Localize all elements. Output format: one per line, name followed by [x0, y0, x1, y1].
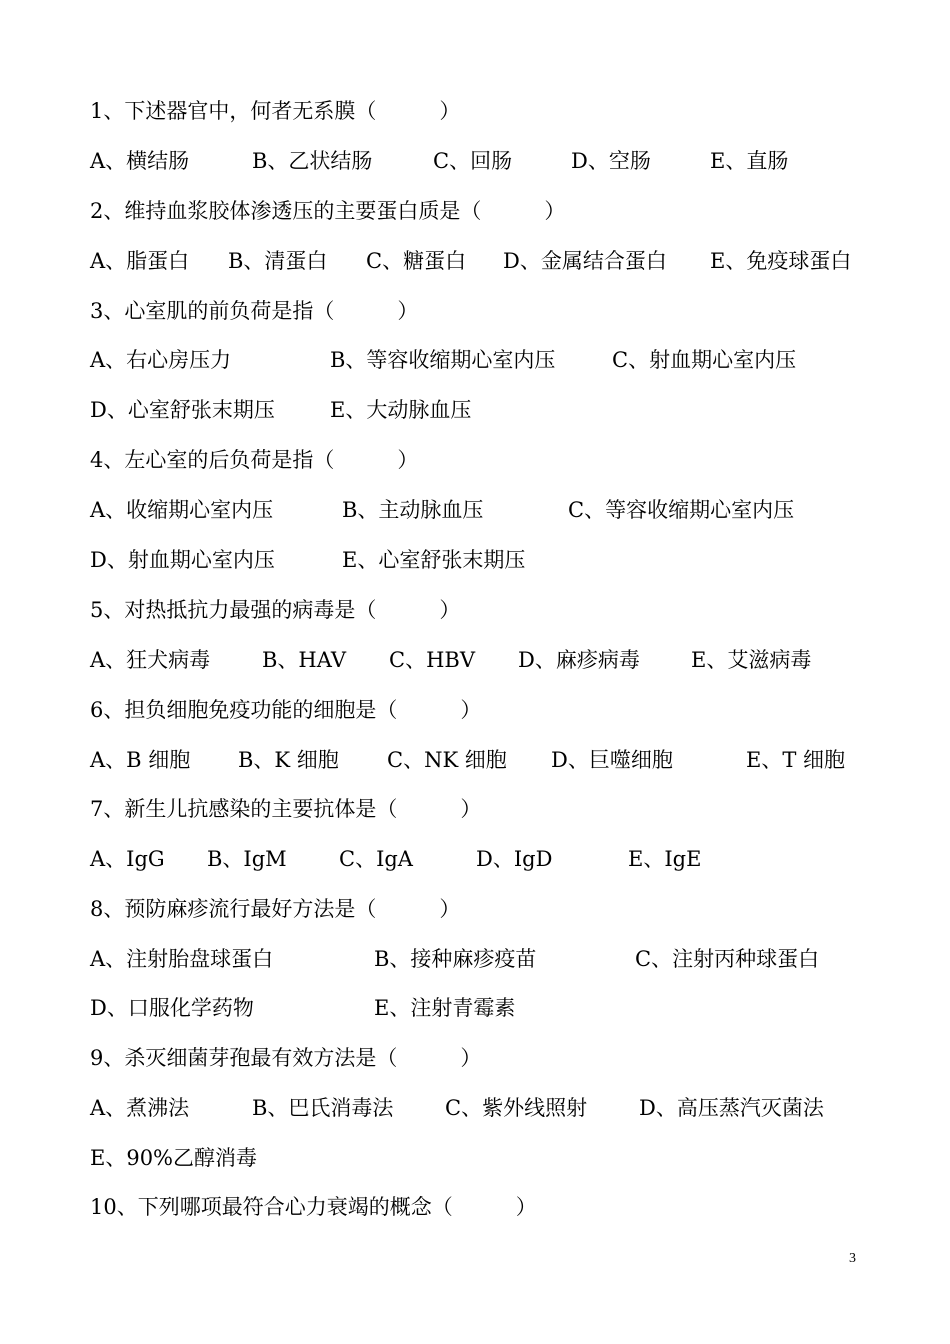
option-b: B、巴氏消毒法 [252, 1096, 394, 1120]
option-e: E、直肠 [710, 149, 789, 173]
option-d: D、空肠 [571, 149, 651, 173]
option-a: A、B 细胞 [90, 748, 191, 772]
option-c: C、射血期心室内压 [612, 348, 797, 372]
question-5-stem: 5、对热抵抗力最强的病毒是（ ） [90, 598, 461, 622]
option-a: A、煮沸法 [90, 1096, 190, 1120]
question-4-stem: 4、左心室的后负荷是指（ ） [90, 448, 419, 472]
option-e: E、心室舒张末期压 [342, 548, 526, 572]
option-c: C、HBV [389, 648, 475, 672]
option-c: C、回肠 [433, 149, 513, 173]
question-7-stem: 7、新生儿抗感染的主要抗体是（ ） [90, 797, 482, 821]
option-c: C、NK 细胞 [387, 748, 507, 772]
option-d: D、射血期心室内压 [90, 548, 275, 572]
option-e: E、艾滋病毒 [691, 648, 812, 672]
option-c: C、紫外线照射 [445, 1096, 588, 1120]
page-number: 3 [849, 1251, 856, 1266]
option-d: D、高压蒸汽灭菌法 [639, 1096, 824, 1120]
option-a: A、右心房压力 [90, 348, 232, 372]
option-b: B、等容收缩期心室内压 [330, 348, 556, 372]
question-9-stem: 9、杀灭细菌芽孢最有效方法是（ ） [90, 1046, 482, 1070]
option-a: A、脂蛋白 [90, 249, 190, 273]
option-b: B、K 细胞 [238, 748, 339, 772]
question-8-stem: 8、预防麻疹流行最好方法是（ ） [90, 897, 461, 921]
option-b: B、清蛋白 [228, 249, 328, 273]
option-e: E、T 细胞 [746, 748, 846, 772]
option-d: D、口服化学药物 [90, 996, 254, 1020]
question-6-stem: 6、担负细胞免疫功能的细胞是（ ） [90, 698, 482, 722]
option-b: B、HAV [262, 648, 347, 672]
option-a: A、注射胎盘球蛋白 [90, 947, 274, 971]
option-d: D、心室舒张末期压 [90, 398, 275, 422]
option-a: A、收缩期心室内压 [90, 498, 274, 522]
question-2-stem: 2、维持血浆胶体渗透压的主要蛋白质是（ ） [90, 199, 566, 223]
option-c: C、糖蛋白 [366, 249, 467, 273]
option-e: E、IgE [628, 847, 702, 871]
option-d: D、麻疹病毒 [518, 648, 640, 672]
option-b: B、接种麻疹疫苗 [374, 947, 537, 971]
option-a: A、横结肠 [90, 149, 190, 173]
option-e: E、大动脉血压 [330, 398, 472, 422]
option-c: C、注射丙种球蛋白 [635, 947, 820, 971]
option-b: B、主动脉血压 [342, 498, 484, 522]
option-d: D、IgD [476, 847, 553, 871]
option-e: E、免疫球蛋白 [710, 249, 852, 273]
option-d: D、巨噬细胞 [551, 748, 673, 772]
option-c: C、IgA [339, 847, 413, 871]
option-b: B、乙状结肠 [252, 149, 373, 173]
question-3-stem: 3、心室肌的前负荷是指（ ） [90, 299, 419, 323]
question-1-stem: 1、下述器官中，何者无系膜（ ） [90, 99, 461, 123]
option-b: B、IgM [207, 847, 287, 871]
option-e: E、注射青霉素 [374, 996, 516, 1020]
option-a: A、狂犬病毒 [90, 648, 211, 672]
option-c: C、等容收缩期心室内压 [568, 498, 795, 522]
option-a: A、IgG [90, 847, 165, 871]
option-e: E、90%乙醇消毒 [90, 1146, 258, 1170]
question-10-stem: 10、下列哪项最符合心力衰竭的概念（ ） [90, 1195, 537, 1219]
option-d: D、金属结合蛋白 [503, 249, 667, 273]
